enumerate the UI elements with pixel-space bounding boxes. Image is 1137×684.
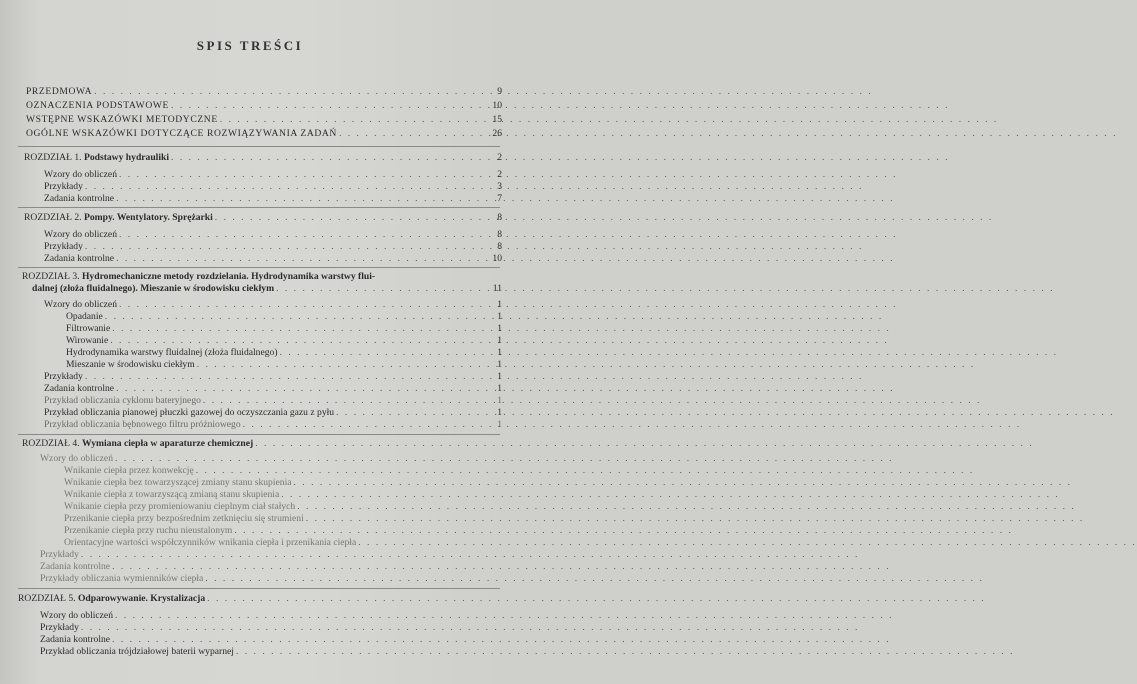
toc-chapter-5: [0, 592, 500, 605]
toc-entry-label: Przykłady: [40, 622, 79, 633]
toc-subentry: [0, 418, 500, 431]
toc-page-number: 8: [497, 212, 502, 223]
chapter-title: Wymiana ciepła w aparaturze chemicznej: [81, 438, 254, 449]
toc-page-number: 1: [497, 335, 502, 346]
toc-page-number: 1: [497, 359, 502, 370]
toc-page-number: 26: [492, 128, 502, 139]
leader-dots: [207, 592, 986, 605]
book-page: [0, 0, 500, 684]
toc-page-number: 3: [497, 181, 502, 192]
toc-entry-label: Wnikanie ciepła bez towarzyszącej zmiany stanu skupienia: [64, 477, 292, 488]
toc-page-number: 2: [497, 152, 502, 163]
chapter-title-line2: dalnej (złoża fluidalnego). Mieszanie w środowisku ciekłym: [32, 283, 275, 294]
toc-entry-label: Przykłady obliczania wymienników ciepła: [40, 573, 204, 584]
chapter-prefix: ROZDZIAŁ 1.: [24, 152, 82, 163]
toc-entry-label: Opadanie: [66, 311, 103, 322]
toc-entry-label: Przykład obliczania cyklonu bateryjnego: [44, 395, 201, 406]
leader-dots: [339, 127, 1118, 140]
toc-page-number: 1: [497, 383, 502, 394]
leader-dots: [236, 645, 1015, 658]
toc-subentry: [0, 192, 500, 205]
toc-page-number: 1: [497, 323, 502, 334]
toc-entry-label: Hydrodynamika warstwy fluidalnej (złoża fluidalnego): [66, 347, 278, 358]
divider-rule: [18, 434, 500, 435]
leader-dots: [255, 437, 1034, 450]
chapter-prefix: ROZDZIAŁ 4.: [22, 438, 80, 449]
toc-chapter-3-line2: [0, 282, 500, 295]
toc-entry-label: Przykłady: [40, 549, 79, 560]
leader-dots: [276, 282, 1055, 295]
divider-rule: [18, 588, 500, 589]
toc-entry-label: Zadania kontrolne: [40, 561, 111, 572]
toc-page-number: 7: [497, 193, 502, 204]
toc-page-number: 9: [497, 86, 502, 97]
toc-page-number: 1: [497, 395, 502, 406]
chapter-title: Odparowywanie. Krystalizacja: [77, 593, 206, 604]
toc-page-number: 10: [492, 253, 502, 264]
toc-entry-label: Wzory do obliczeń: [40, 610, 113, 621]
toc-page-number: 1: [497, 407, 502, 418]
toc-page-number: 11: [492, 283, 502, 294]
toc-entry-label: Przykład obliczania pianowej płuczki gazowej do oczyszczania gazu z pyłu: [44, 407, 335, 418]
toc-page-number: 1: [497, 419, 502, 430]
toc-entry-label: Zadania kontrolne: [44, 193, 115, 204]
toc-page-number: 8: [497, 229, 502, 240]
leader-dots: [243, 418, 1022, 431]
toc-page-number: 1: [497, 299, 502, 310]
toc-page-number: 8: [497, 241, 502, 252]
toc-entry-label: Zadania kontrolne: [44, 383, 115, 394]
toc-entry-label: Przykłady: [44, 241, 83, 252]
toc-entry-label: Przykłady: [44, 371, 83, 382]
toc-entry-label: Wnikanie ciepła przy promieniowaniu cieplnym ciał stałych: [64, 501, 296, 512]
chapter-title: Podstawy hydrauliki: [83, 152, 170, 163]
toc-entry-label: Wzory do obliczeń: [44, 229, 117, 240]
leader-dots: [116, 252, 895, 265]
toc-entry-label: Przykład obliczania trójdziałowej baterii wyparnej: [40, 646, 234, 657]
toc-page-number: 1: [497, 347, 502, 358]
toc-entry-label: PRZEDMOWA: [26, 86, 93, 97]
toc-entry-label: Przykład obliczania bębnowego filtru próżniowego: [44, 419, 241, 430]
chapter-title: Pompy. Wentylatory. Sprężarki: [83, 212, 213, 223]
toc-entry-label: Wzory do obliczeń: [44, 299, 117, 310]
toc-entry-label: OZNACZENIA PODSTAWOWE: [26, 100, 169, 111]
divider-rule: [18, 207, 500, 208]
chapter-prefix: ROZDZIAŁ 3.: [22, 271, 80, 282]
toc-entry-label: Mieszanie w środowisku ciekłym: [66, 359, 195, 370]
leader-dots: [171, 151, 950, 164]
divider-rule: [18, 146, 500, 147]
toc-entry-oznaczenia: [0, 99, 500, 112]
toc-chapter-1: [0, 151, 500, 164]
toc-page-number: 1: [497, 371, 502, 382]
leader-dots: [220, 113, 999, 126]
toc-entry-label: Zadania kontrolne: [44, 253, 115, 264]
chapter-title-line1: Hydromechaniczne metody rozdzielania. Hydrodynamika warstwy flui-: [81, 271, 376, 282]
leader-dots: [215, 211, 994, 224]
toc-entry-wskazowki-ogolne: [0, 127, 500, 140]
toc-entry-label: Przenikanie ciepła przy ruchu nieustalonym: [64, 525, 233, 536]
toc-page-number: 10: [492, 100, 502, 111]
leader-dots: [171, 99, 950, 112]
toc-entry-wskazowki-metodyczne: [0, 113, 500, 126]
divider-rule: [18, 267, 500, 268]
toc-entry-label: Wnikanie ciepła z towarzyszącą zmianą stanu skupienia: [64, 489, 280, 500]
toc-entry-label: Orientacyjne wartości współczynników wnikania ciepła i przenikania ciepła: [64, 537, 357, 548]
toc-entry-label: Filtrowanie: [66, 323, 111, 334]
toc-entry-label: OGÓLNE WSKAZÓWKI DOTYCZĄCE ROZWIĄZYWANIA ZADAŃ: [26, 128, 337, 139]
chapter-prefix: ROZDZIAŁ 5.: [18, 593, 76, 604]
toc-subentry: [0, 572, 500, 585]
toc-entry-przedmowa: [0, 85, 500, 98]
toc-entry-label: Przenikanie ciepła przy bezpośrednim zetknięciu się strumieni: [64, 513, 304, 524]
toc-chapter-2: [0, 211, 500, 224]
leader-dots: [205, 572, 984, 585]
toc-heading: SPIS TREŚCI: [196, 38, 304, 53]
toc-page-number: 15: [492, 114, 502, 125]
toc-entry-label: Wzory do obliczeń: [44, 169, 117, 180]
toc-entry-label: Zadania kontrolne: [40, 634, 111, 645]
toc-subentry: [0, 252, 500, 265]
toc-entry-label: Wirowanie: [66, 335, 109, 346]
toc-entry-label: Przykłady: [44, 181, 83, 192]
leader-dots: [116, 192, 895, 205]
toc-entry-label: Wzory do obliczeń: [40, 453, 113, 464]
toc-entry-label: WSTĘPNE WSKAZÓWKI METODYCZNE: [26, 114, 218, 125]
toc-entry-label: Wnikanie ciepła przez konwekcję: [64, 465, 194, 476]
leader-dots: [94, 85, 873, 98]
toc-page-number: 1: [497, 311, 502, 322]
toc-page-number: 2: [497, 169, 502, 180]
toc-chapter-4: [0, 437, 500, 450]
chapter-prefix: ROZDZIAŁ 2.: [24, 212, 82, 223]
toc-subentry: [0, 645, 500, 658]
